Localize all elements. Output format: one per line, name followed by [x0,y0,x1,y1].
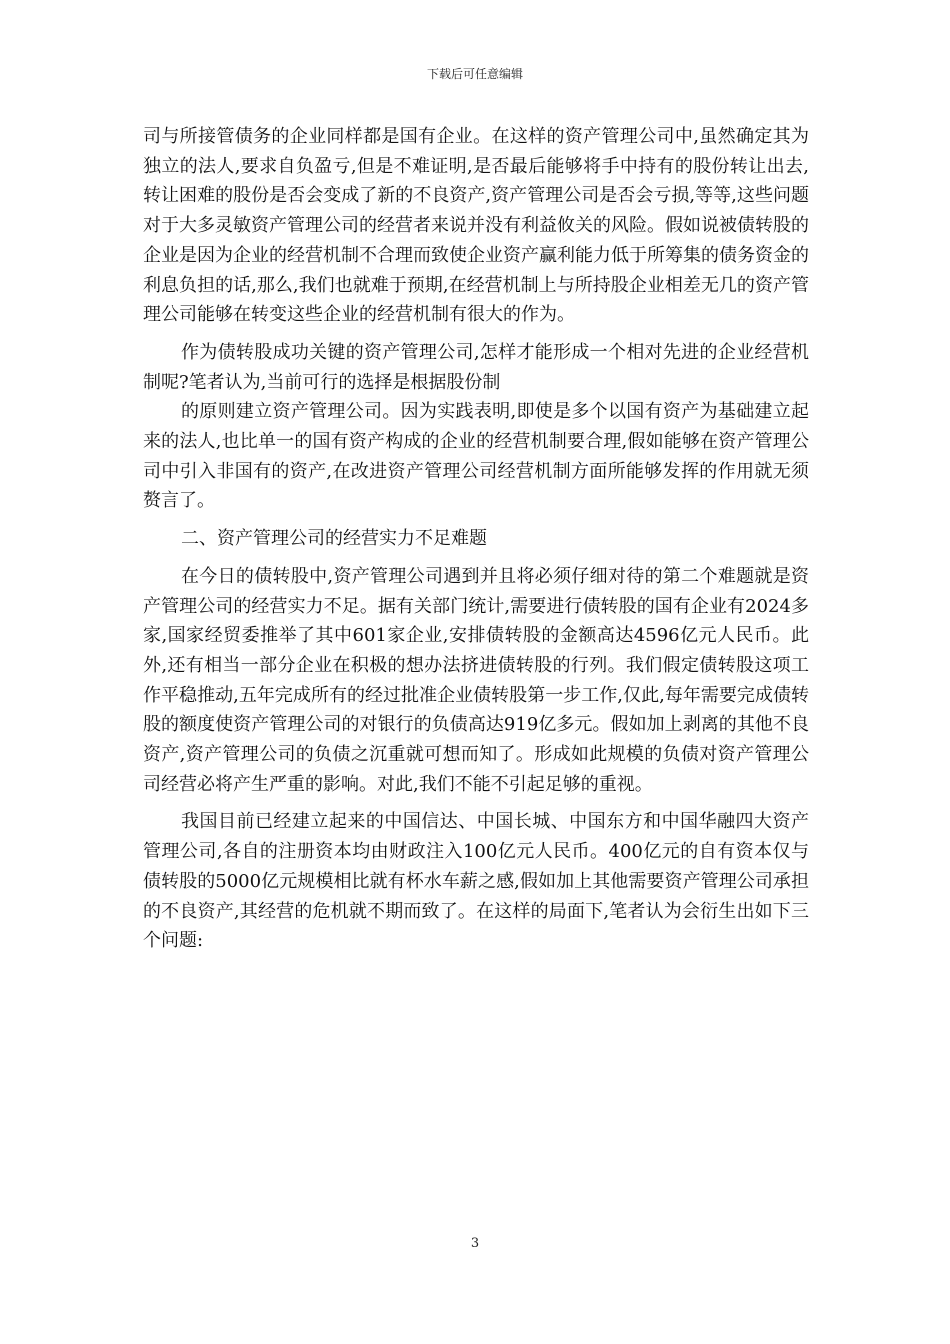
paragraph-operating-strength: 在今日的债转股中,资产管理公司遇到并且将必须仔细对待的第二个难题就是资产管理公司的经营实力不足。据有关部门统计,需要进行债转股的国有企业有2024多家,国家经贸委推举了其中601家企业,安排债转股的金额高达4596亿元人民币。此外,还有相当一部分企业在积极的想办法挤进债转股的行列。我们假定债转股这项工作平稳推动,五年完成所有的经过批准企业债转股第一步工作,仅此,每年需要完成债转股的额度使资产管理公司的对银行的负债高达919亿多元。假如加上剥离的其他不良资产,资产管理公司的负债之沉重就可想而知了。形成如此规模的负债对资产管理公司经营必将产生严重的影响。对此,我们不能不引起足够的重视。 [143,565,809,795]
page-number: 3 [470,1236,480,1251]
page-header: 下载后可任意编辑 [426,67,523,81]
paragraph-continuation: 司与所接管债务的企业同样都是国有企业。在这样的资产管理公司中,虽然确定其为独立的法人,要求自负盈亏,但是不难证明,是否最后能够将手中持有的股份转让出去,转让困难的股份是否会变成了新的不良资产,资产管理公司是否会亏损,等等,这些问题对于大多灵敏资产管理公司的经营者来说并没有利益攸关的风险。假如说被债转股的企业是因为企业的经营机制不合理而致使企业资产赢利能力低于所筹集的债务资金的利息负担的话,那么,我们也就难于预期,在经营机制上与所持股企业相差无几的资产管理公司能够在转变这些企业的经营机制有很大的作为。 [143,126,809,326]
section-heading: 二、资产管理公司的经营实力不足难题 [181,528,487,550]
paragraph-shareholding-principle: 的原则建立资产管理公司。因为实践表明,即使是多个以国有资产为基础建立起来的法人,也比单一的国有资产构成的企业的经营机制要合理,假如能够在资产管理公司中引入非国有的资产,在改进资产管理公司经营机制方面所能够发挥的作用就无须赘言了。 [143,401,809,512]
document-body [143,122,809,956]
paragraph-four-companies: 我国目前已经建立起来的中国信达、中国长城、中国东方和中国华融四大资产管理公司,各自的注册资本均由财政注入100亿元人民币。400亿元的自有资本仅与债转股的5000亿元规模相比就有杯水车薪之感,假如加上其他需要资产管理公司承担的不良资产,其经营的危机就不期而致了。在这样的局面下,笔者认为会衍生出如下三个问题: [143,811,809,952]
paragraph-management-mechanism: 作为债转股成功关键的资产管理公司,怎样才能形成一个相对先进的企业经营机制呢?笔者认为,当前可行的选择是根据股份制 [143,341,809,393]
